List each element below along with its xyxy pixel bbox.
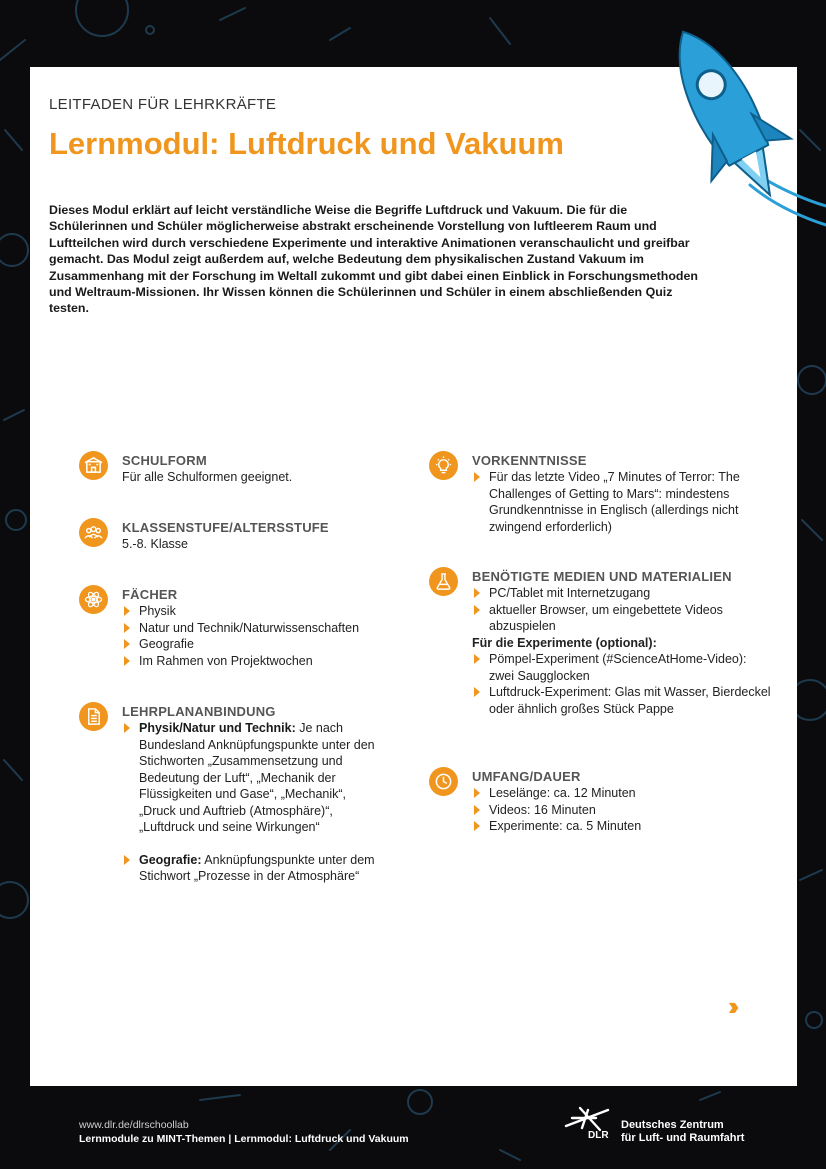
dlr-logo <box>562 1104 752 1148</box>
section-title: SCHULFORM <box>122 453 207 468</box>
list-item: Pömpel-Experiment (#ScienceAtHome-Video): zwei Saugglocken <box>472 651 772 684</box>
item-label: Physik/Natur und Technik: <box>139 721 296 735</box>
item-text: Je nach Bundesland Anknüpfungspunkte unter den Stichworten „Zusammensetzung und Bedeutung der Luft“, „Mechanik der Flüssigkeiten und Gase“, „Mechanik“, „Druck und Auftrieb (Atmosphäre)“, „Luftdruck und seine Wirkungen“ <box>139 721 375 834</box>
footer-document-line: Lernmodule zu MINT-Themen | Lernmodul: Luftdruck und Vakuum <box>79 1133 409 1145</box>
section-title: UMFANG/DAUER <box>472 769 581 784</box>
section-text: Für alle Schulformen geeignet. <box>122 470 293 484</box>
list-item: Für das letzte Video „7 Minutes of Terror: The Challenges of Getting to Mars“: mindestens Grundkenntnisse in Englisch (allerdings nicht zwingend erforderlich) <box>472 469 772 535</box>
section-title: FÄCHER <box>122 587 178 602</box>
intro-paragraph: Dieses Modul erklärt auf leicht verständliche Weise die Begriffe Luftdruck und Vakuum. Die für die Schülerinnen und Schüler möglicherweise abstrakt erscheinende Vorstellung von luftleerem Raum und Luftteilchen wird durch verschiedene Experimente und interaktive Animationen veranschaulicht und greifbar gemacht. Das Modul zeigt außerdem auf, welche Bedeutung dem physikalischen Zustand Vakuum im Zusammenhang mit der Forschung im Weltall zukommt und gibt dabei einen Einblick in Forschungsmethoden und Weltraum-Missionen. Ihr Wissen können die Schülerinnen und Schüler in einem abschließenden Quiz testen. <box>49 203 698 316</box>
document-icon <box>79 702 108 731</box>
section-list <box>122 603 412 669</box>
section-title: LEHRPLANANBINDUNG <box>122 704 276 719</box>
section-list <box>472 469 772 535</box>
lightbulb-icon <box>429 451 458 480</box>
group-of-people-icon <box>79 518 108 547</box>
footer-url[interactable]: www.dlr.de/dlrschoollab <box>79 1119 189 1131</box>
logo-abbreviation: DLR <box>588 1130 609 1141</box>
double-chevron-right-icon[interactable]: ›› <box>728 991 734 1021</box>
page-title: Lernmodul: Luftdruck und Vakuum <box>49 126 564 161</box>
list-item: Luftdruck-Experiment: Glas mit Wasser, Bierdeckel oder ähnlich großes Stück Pappe <box>472 684 772 717</box>
section-subheading: Für die Experimente (optional): <box>472 635 657 650</box>
logo-name-line-1: Deutsches Zentrum <box>621 1119 724 1131</box>
flask-icon <box>429 567 458 596</box>
section-list <box>472 585 772 635</box>
list-item: aktueller Browser, um eingebettete Videos abzuspielen <box>472 602 772 635</box>
section-sublist <box>472 651 772 717</box>
list-item: Physik <box>122 603 412 620</box>
list-item: Im Rahmen von Projektwochen <box>122 653 412 670</box>
list-item: Videos: 16 Minuten <box>472 802 772 819</box>
clock-icon <box>429 767 458 796</box>
logo-name <box>621 1119 744 1145</box>
item-label: Geografie: <box>139 852 202 867</box>
school-building-icon <box>79 451 108 480</box>
list-item: PC/Tablet mit Internetzugang <box>472 585 772 602</box>
list-item: Experimente: ca. 5 Minuten <box>472 818 772 835</box>
section-text: 5.-8. Klasse <box>122 537 189 551</box>
section-title: VORKENNTNISSE <box>472 453 587 468</box>
list-item <box>122 720 377 836</box>
document-kicker: LEITFADEN FÜR LEHRKRÄFTE <box>49 96 277 113</box>
section-title: KLASSENSTUFE/ALTERSSTUFE <box>122 520 329 535</box>
item-text: Anknüpfungspunkte unter dem Stichwort „Prozesse in der Atmosphäre“ <box>139 852 375 883</box>
logo-name-line-2: für Luft- und Raumfahrt <box>621 1132 745 1144</box>
section-list <box>122 720 377 885</box>
section-title: BENÖTIGTE MEDIEN UND MATERIALIEN <box>472 569 732 584</box>
list-item: Natur und Technik/Naturwissenschaften <box>122 620 412 637</box>
section-list <box>472 785 772 835</box>
list-item: Leselänge: ca. 12 Minuten <box>472 785 772 802</box>
atom-icon <box>79 585 108 614</box>
list-item <box>122 852 377 885</box>
list-item: Geografie <box>122 636 412 653</box>
